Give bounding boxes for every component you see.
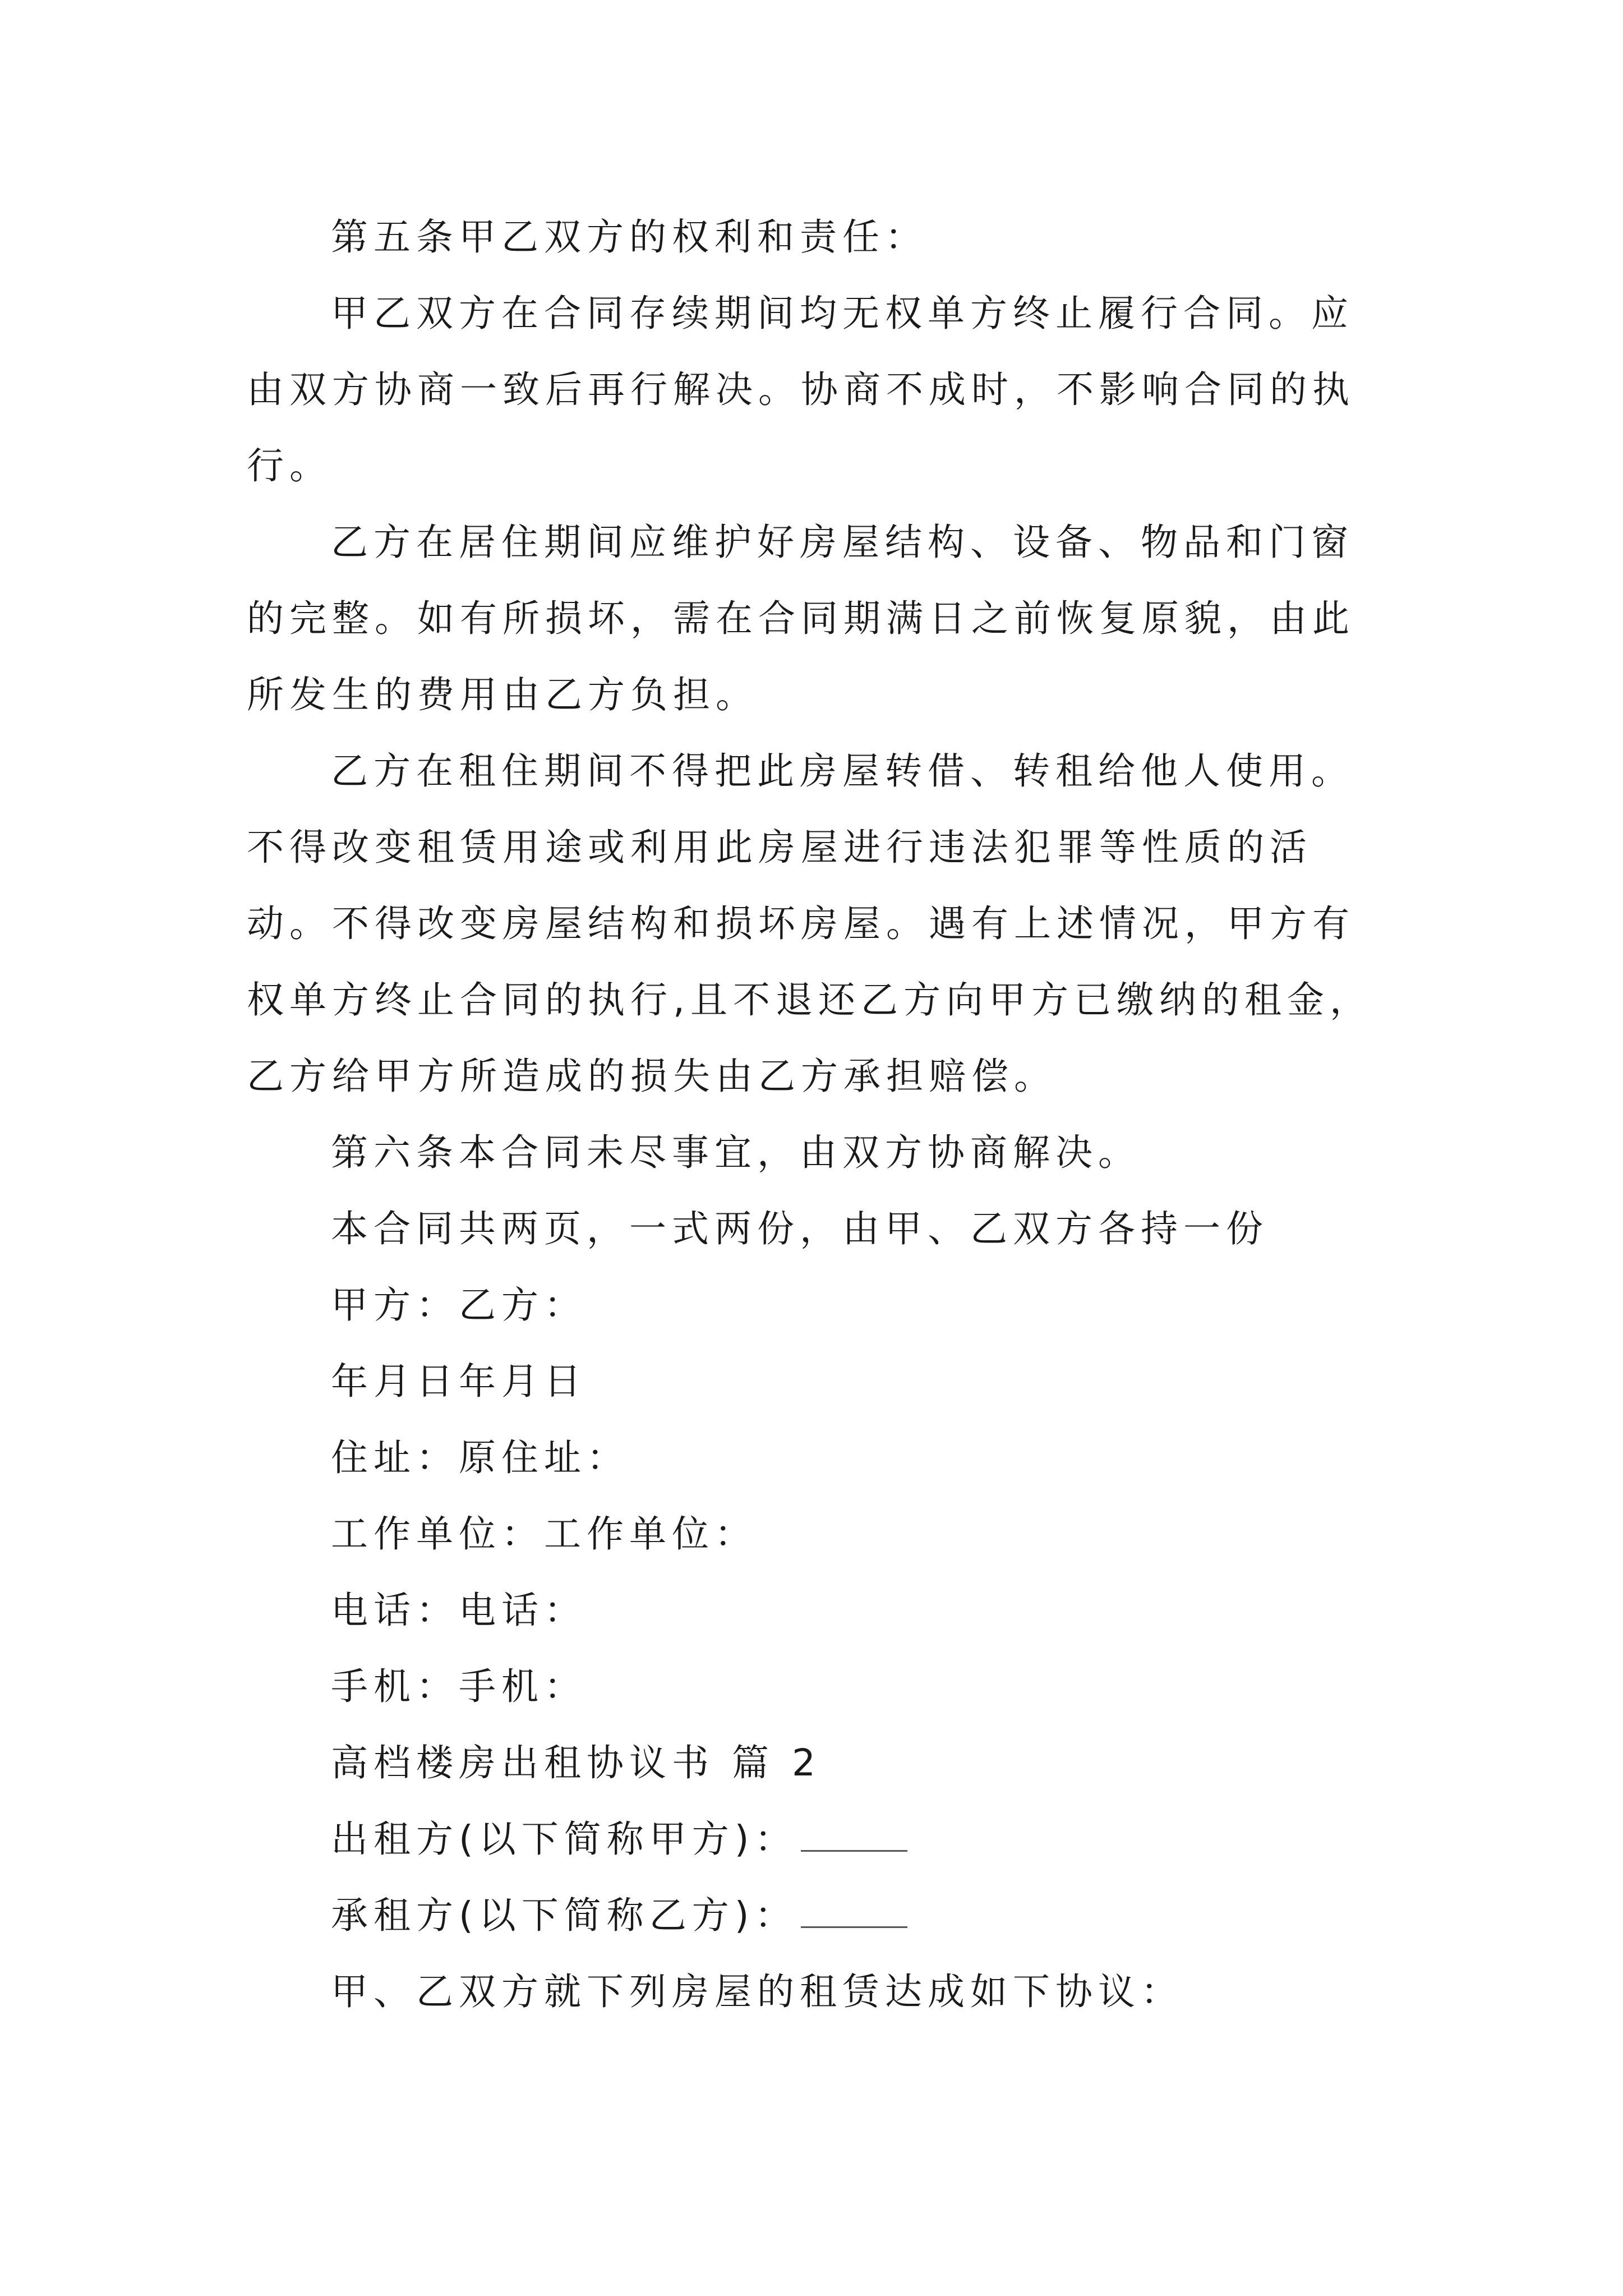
signature-address: 住址：原住址： [331, 1436, 629, 1479]
article-five-heading: 第五条甲乙双方的权利和责任： [331, 215, 928, 259]
document-body [247, 199, 1391, 2030]
lessee-line [247, 1878, 1391, 1954]
lessor-line [247, 1801, 1391, 1878]
article-six: 第六条本合同未尽事宜，由双方协商解决。 [331, 1131, 1141, 1174]
signature-phone: 电话：电话： [331, 1589, 587, 1632]
lessee-label: 承租方(以下简称乙方)： [331, 1894, 797, 1937]
section-title: 高档楼房出租协议书 篇 2 [331, 1741, 821, 1784]
agreement-intro: 甲、乙双方就下列房屋的租赁达成如下协议： [331, 1970, 1183, 2013]
signature-mobile: 手机：手机： [331, 1665, 587, 1708]
lessor-blank [801, 1816, 907, 1852]
signature-parties: 甲方：乙方： [331, 1283, 587, 1327]
signature-employer: 工作单位：工作单位： [331, 1512, 757, 1556]
paragraph-sublease: 乙方在租住期间不得把此房屋转借、转租给他人使用。不得改变租赁用途或利用此房屋进行违法犯罪等性质的活动。不得改变房屋结构和损坏房屋。遇有上述情况，甲方有权单方终止合同的执行,且不退还乙方向甲方已缴纳的租金，乙方给甲方所造成的损失由乙方承担赔偿。 [247, 749, 1372, 1098]
paragraph-maintenance: 乙方在居住期间应维护好房屋结构、设备、物品和门窗的完整。如有所损坏，需在合同期满日之前恢复原貌，由此所发生的费用由乙方负担。 [247, 521, 1355, 716]
lessee-blank [801, 1893, 907, 1928]
lessor-label: 出租方(以下简称甲方)： [331, 1818, 797, 1861]
signature-dates: 年月日年月日 [331, 1360, 587, 1403]
copies-statement: 本合同共两页，一式两份，由甲、乙双方各持一份 [331, 1207, 1269, 1250]
paragraph-termination: 甲乙双方在合同存续期间均无权单方终止履行合同。应由双方协商一致后再行解决。协商不成时，不影响合同的执行。 [247, 292, 1355, 487]
